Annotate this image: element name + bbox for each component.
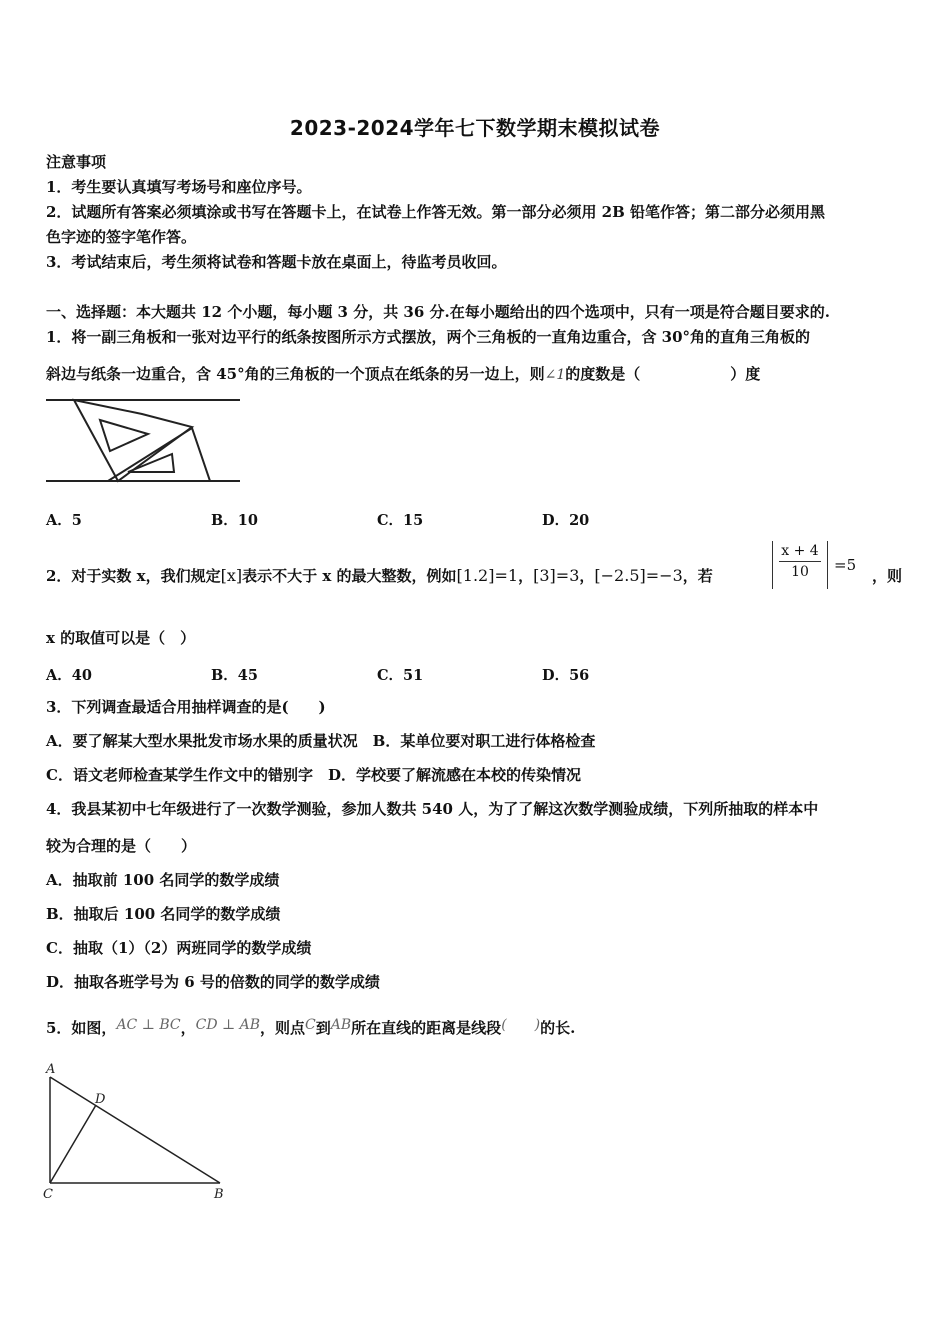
q3-stem: 3．下列调查最适合用抽样调查的是( )	[46, 698, 326, 716]
q5-answer-blank[interactable]: ( )	[501, 1017, 541, 1033]
q3-options-row1[interactable]: A．要了解某大型水果批发市场水果的质量状况 B．某单位要对职工进行体格检查	[46, 732, 596, 750]
set-square-45	[108, 428, 210, 481]
q2-option-a[interactable]: A．40	[46, 667, 92, 684]
q4-option-d[interactable]: D．抽取各班学号为 6 号的倍数的同学的数学成绩	[46, 973, 380, 991]
q1-stem-line1: 1．将一副三角板和一张对边平行的纸条按图所示方式摆放，两个三角板的一直角边重合，含 30°角的直角三角板的	[46, 328, 811, 346]
label-a: A	[46, 1062, 56, 1077]
section-heading: 一、选择题：本大题共 12 个小题，每小题 3 分，共 36 分.在每小题给出的四个选项中，只有一项是符合题目要求的.	[46, 303, 830, 321]
q4-stem-line1: 4．我县某初中七年级进行了一次数学测验，参加人数共 540 人，为了了解这次数学测验成绩，下列所抽取的样本中	[46, 800, 819, 818]
fraction-numerator: x + 4	[781, 543, 819, 559]
set-square-30-inner	[100, 420, 148, 451]
label-c: C	[43, 1187, 53, 1202]
label-d: D	[95, 1092, 106, 1107]
notice-heading: 注意事项	[46, 153, 107, 171]
q2-option-d[interactable]: D．56	[542, 667, 590, 684]
label-b: B	[214, 1187, 224, 1202]
floor-fraction	[772, 541, 828, 589]
q5-stem: 5．如图，AC ⊥ BC，CD ⊥ AB，则点C到AB所在直线的距离是线段( )的长.	[46, 1017, 576, 1037]
segment-cd	[50, 1105, 96, 1183]
page-title: 2023-2024学年七下数学期末模拟试卷	[289, 116, 661, 140]
fraction-result: =5	[834, 556, 857, 574]
notice-item-3: 3．考试结束后，考生须将试卷和答题卡放在桌面上，待监考员收回。	[46, 253, 507, 271]
floor-x: x	[226, 566, 236, 585]
notice-item-2-cont: 色字迹的签字笔作答。	[46, 228, 197, 246]
q1-option-a[interactable]: A．5	[46, 512, 82, 529]
q2-option-c[interactable]: C．51	[377, 667, 424, 684]
q2-stem-line2: x 的取值可以是（ ）	[46, 629, 196, 647]
q1-option-c[interactable]: C．15	[377, 512, 424, 529]
fraction-denominator: 10	[791, 564, 809, 580]
angle-1: ∠1	[544, 367, 566, 383]
segment-ab	[50, 1077, 220, 1183]
notice-item-2: 2．试题所有答案必须填涂或书写在答题卡上，在试卷上作答无效。第一部分必须用 2B 铅笔作答；第二部分必须用黑	[46, 203, 826, 221]
q4-option-c[interactable]: C．抽取（1）（2）两班同学的数学成绩	[46, 939, 312, 957]
q4-option-a[interactable]: A．抽取前 100 名同学的数学成绩	[46, 871, 280, 889]
q1-stem-line2: 斜边与纸条一边重合，含 45°角的三角板的一个顶点在纸条的另一边上，则∠1的度数是（ ）度	[46, 365, 761, 383]
q2-option-b[interactable]: B．45	[211, 667, 258, 684]
q1-figure	[44, 392, 244, 487]
notice-item-1: 1．考生要认真填写考场号和座位序号。	[46, 178, 312, 196]
q4-option-b[interactable]: B．抽取后 100 名同学的数学成绩	[46, 905, 281, 923]
q3-options-row2[interactable]: C．语文老师检查某学生作文中的错别字 D．学校要了解流感在本校的传染情况	[46, 766, 581, 784]
q1-option-d[interactable]: D．20	[542, 512, 590, 529]
q2-stem-line1: 2．对于实数 x，我们规定[x]表示不大于 x 的最大整数，例如[1.2]=1，[3]=3，[−2.5]=−3，若	[46, 566, 713, 585]
q1-option-b[interactable]: B．10	[211, 512, 258, 529]
q5-figure	[40, 1060, 240, 1205]
q4-stem-line2: 较为合理的是（ ）	[46, 837, 197, 855]
